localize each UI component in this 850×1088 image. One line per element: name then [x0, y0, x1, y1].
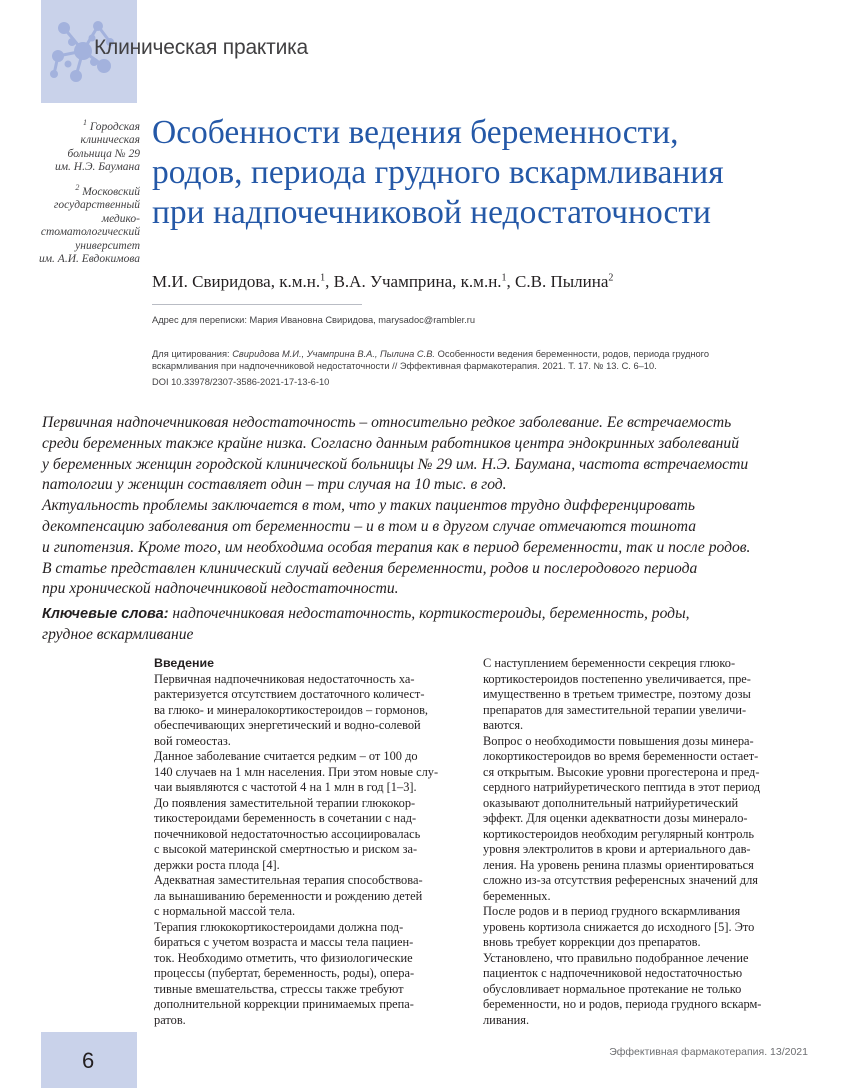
body-paragraph: Терапия глюкокортикостероидами должна под- бираться с учетом возраста и массы тела пациен- ток. Необходимо отметить, что физиологические процессы (пубертат, беременность, роды), опера- тивные вмешательства, стрессы также требуют дополнительной коррекции принимаемых препа- ратов. — [154, 919, 415, 1027]
body-paragraph: Адекватная заместительная терапия способствова- ла вынашиванию беременности и рождению детей с нормальной массой тела. — [154, 873, 423, 918]
correspondence: Адрес для переписки: Мария Ивановна Свиридова, marysadoc@rambler.ru — [152, 315, 476, 325]
body-paragraph: Первичная надпочечниковая недостаточность ха- рактеризуется отсутствием достаточного количест- ва глюко- и минералокортикостероидов – гормонов, обеспечивающих энергетический и водно-солевой вой гомеостаз. — [154, 671, 429, 748]
body-paragraph: Вопрос о необходимости повышения дозы минера- локортикостероидов во время беременности остает- ся открытым. Высокие уровни прогестерона и пред- сердного натрийуретического пептида в этот период оказывают дополнительный натрийуретический эффект. Для оценки адекватности дозы минерало- кортикостероидов необходим регулярный контроль уровня электролитов в крови и артериального дав- ления. На уровень ренина плазмы ориентироваться сложно из-за отсутствия референсных значений для беременных. — [483, 733, 761, 903]
abstract — [42, 413, 807, 600]
journal-footer: Эффективная фармакотерапия. 13/2021 — [609, 1046, 808, 1058]
body-paragraph: С наступлением беременности секреция глюко- кортикостероидов постепенно увеличивается, пре- имущественно в третьем триместре, поэтому дозы препаратов для заместительной терапии увеличи- ваются. — [483, 656, 751, 732]
citation: Для цитирования: Свиридова М.И., Учамприна В.А., Пылина С.В. Особенности ведения беременности, родов, периода грудного вскармливания при надпочечниковой недостаточности // Эффективная фармакотерапия. 2021. Т. 17. № 13. С. 6–10. — [152, 349, 710, 371]
keywords: Ключевые слова: надпочечниковая недостаточность, кортикостероиды, беременность, роды, грудное вскармливание — [42, 605, 690, 643]
body-paragraph: Данное заболевание считается редким – от 100 до 140 случаев на 1 млн населения. При этом новые слу- чаи выявляются с частотой 4 на 1 млн в год [1–3]. — [154, 749, 439, 794]
abstract-paragraph: Первичная надпочечниковая недостаточность – относительно редкое заболевание. Ее встречаемость среди беременных также крайне низка. Согласно данным работников центра эндокринных заболеваний у беременных женщин городской клинической больницы № 29 им. Н.Э. Баумана, частота встречаемости патологии у женщин составляет один – три случая на 10 тыс. в год. — [42, 414, 749, 494]
abstract-paragraph: Актуальность проблемы заключается в том, что у таких пациентов трудно дифференцировать декомпенсацию заболевания от беременности – и в том и в другом случае отмечаются тошнота и гипотензия. Кроме того, им необходима особая терапия как в период беременности, так и после родов. — [42, 497, 751, 556]
body-paragraph: Установлено, что правильно подобранное лечение пациенток с надпочечниковой недостаточностью обусловливает нормальное протекание не только беременности, но и родов, периода грудного вскарм- ливания. — [483, 950, 762, 1027]
page-number: 6 — [82, 1048, 95, 1073]
section-heading: Введение — [154, 656, 215, 670]
body-paragraph: До появления заместительной терапии глюкокор- тикостероидами беременность в сочетании с над- почечниковой недостаточностью ассоциировалась с высокой материнской смертностью и риском за- держки роста плода [4]. — [154, 795, 421, 872]
author-list: М.И. Свиридова, к.м.н.$^1$, В.А. Учамприна, к.м.н.$^1$, С.В. Пылина$^2$ — [152, 272, 614, 291]
affiliation-1: $^1$ Городская клиническая больница № 29 им. Н.Э. Баумана — [54, 118, 140, 174]
body-paragraph: После родов и в период грудного вскармливания уровень кортизола снижается до исходного [5]. Это вновь требует коррекции доз препаратов. — [483, 904, 755, 949]
affiliation-2: $^2$ Московский государственный медико- стоматологический университет им. А.И. Евдокимова — [38, 183, 140, 266]
body-column-left — [154, 656, 472, 1028]
section-title: Клиническая практика — [94, 36, 309, 59]
doi: DOI 10.33978/2307-3586-2021-17-13-6-10 — [152, 377, 330, 387]
divider — [152, 304, 362, 305]
body-column-right — [483, 656, 801, 1028]
article-title: Особенности ведения беременности, родов, периода грудного вскармливания при надпочечниковой недостаточности — [152, 114, 724, 231]
abstract-paragraph: В статье представлен клинический случай ведения беременности, родов и послеродового периода при хронической надпочечниковой недостаточности. — [42, 559, 698, 598]
